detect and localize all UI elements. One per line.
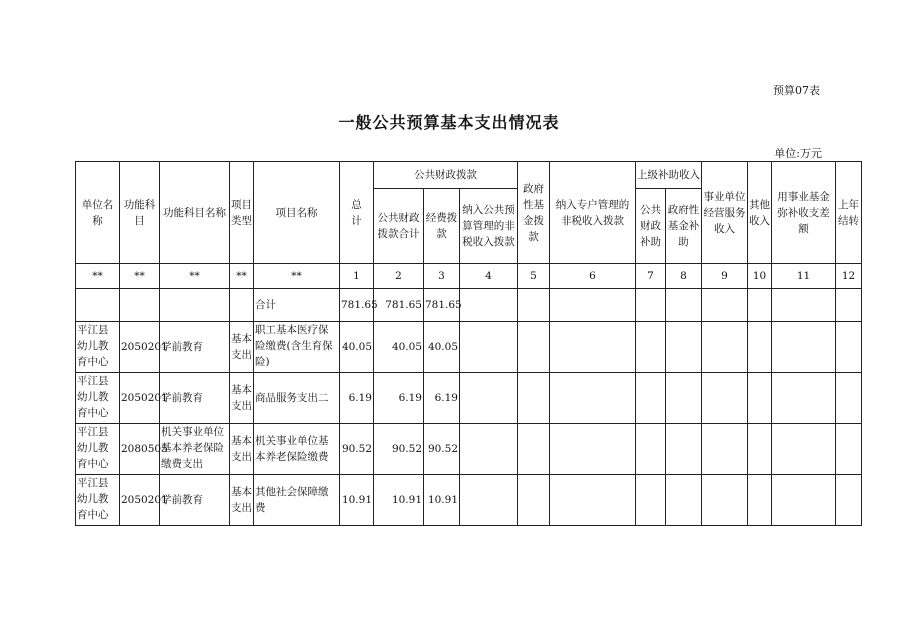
header-sup-public: 公共财政补助 [636,189,666,264]
cell-item-type: 基本支出 [230,373,254,424]
cell-item-type: 基本支出 [230,322,254,373]
column-number: 10 [748,264,772,289]
total-row [76,289,862,322]
cell-unit-name: 平江县幼儿教育中心 [76,373,120,424]
header-fund-balance: 用事业基金弥补收支差额 [772,162,836,264]
cell-func-code: 2050201 [120,322,160,373]
column-number: 5 [518,264,550,289]
header-gov-fund: 政府性基金拨款 [518,162,550,264]
column-number: 11 [772,264,836,289]
column-number: 1 [340,264,374,289]
column-number: 6 [550,264,636,289]
unit-label: 单位:万元 [774,147,822,160]
cell-unit-name: 平江县幼儿教育中心 [76,322,120,373]
header-other-income: 其他收入 [748,162,772,264]
header-sup-gov-fund: 政府性基金补助 [666,189,702,264]
form-number: 预算07表 [773,84,820,97]
cell-func-code: 2080505 [120,424,160,475]
header-item-type: 项目类型 [230,162,254,264]
header-non-tax-alloc: 纳入公共预算管理的非税收入拨款 [460,189,518,264]
cell-func-name: 学前教育 [160,475,230,526]
header-unit-name: 单位名称 [76,162,120,264]
column-number-row [76,264,862,289]
header-total: 总 计 [340,162,374,264]
table-row [76,373,862,424]
column-number: 9 [702,264,748,289]
cell-public-fin: 10.91 [374,475,424,526]
table-row [76,424,862,475]
cell-func-name: 机关事业单位基本养老保险缴费支出 [160,424,230,475]
cell-unit-name: 平江县幼儿教育中心 [76,475,120,526]
cell-fee-alloc: 40.05 [424,322,460,373]
header-func-name: 功能科目名称 [160,162,230,264]
cell-fee-alloc: 10.91 [424,475,460,526]
cell-total: 6.19 [340,373,374,424]
cell-item-name: 职工基本医疗保险缴费(含生育保险) [254,322,340,373]
column-number: ** [120,264,160,289]
cell-total: 40.05 [340,322,374,373]
column-number: ** [230,264,254,289]
table-row [76,475,862,526]
cell-func-name: 学前教育 [160,322,230,373]
cell-public-fin: 6.19 [374,373,424,424]
header-last-year: 上年结转 [836,162,862,264]
header-item-name: 项目名称 [254,162,340,264]
cell-fee-alloc: 6.19 [424,373,460,424]
total-fee-alloc: 781.65 [424,289,460,322]
column-number: 4 [460,264,518,289]
cell-public-fin: 90.52 [374,424,424,475]
header-special-non-tax: 纳入专户管理的非税收入拨款 [550,162,636,264]
header-superior-group: 上级补助收入 [636,162,702,189]
cell-func-code: 2050201 [120,475,160,526]
cell-item-name: 商品服务支出二 [254,373,340,424]
budget-table [75,161,862,526]
cell-func-name: 学前教育 [160,373,230,424]
header-public-fin-total: 公共财政拨款合计 [374,189,424,264]
header-func-code: 功能科目 [120,162,160,264]
cell-public-fin: 40.05 [374,322,424,373]
cell-fee-alloc: 90.52 [424,424,460,475]
cell-item-type: 基本支出 [230,475,254,526]
page-title: 一般公共预算基本支出情况表 [338,113,560,132]
table-row [76,322,862,373]
cell-item-name: 其他社会保障缴费 [254,475,340,526]
header-public-fin-group: 公共财政拨款 [374,162,518,189]
header-fee-alloc: 经费拨款 [424,189,460,264]
column-number: 12 [836,264,862,289]
header-biz-service: 事业单位经营服务收入 [702,162,748,264]
cell-total: 90.52 [340,424,374,475]
column-number: 8 [666,264,702,289]
column-number: ** [254,264,340,289]
cell-item-type: 基本支出 [230,424,254,475]
cell-func-code: 2050201 [120,373,160,424]
column-number: 2 [374,264,424,289]
total-amount: 781.65 [340,289,374,322]
column-number: ** [160,264,230,289]
cell-item-name: 机关事业单位基本养老保险缴费 [254,424,340,475]
total-label: 合计 [254,289,340,322]
column-number: 3 [424,264,460,289]
column-number: 7 [636,264,666,289]
total-public-fin: 781.65 [374,289,424,322]
cell-total: 10.91 [340,475,374,526]
cell-unit-name: 平江县幼儿教育中心 [76,424,120,475]
column-number: ** [76,264,120,289]
